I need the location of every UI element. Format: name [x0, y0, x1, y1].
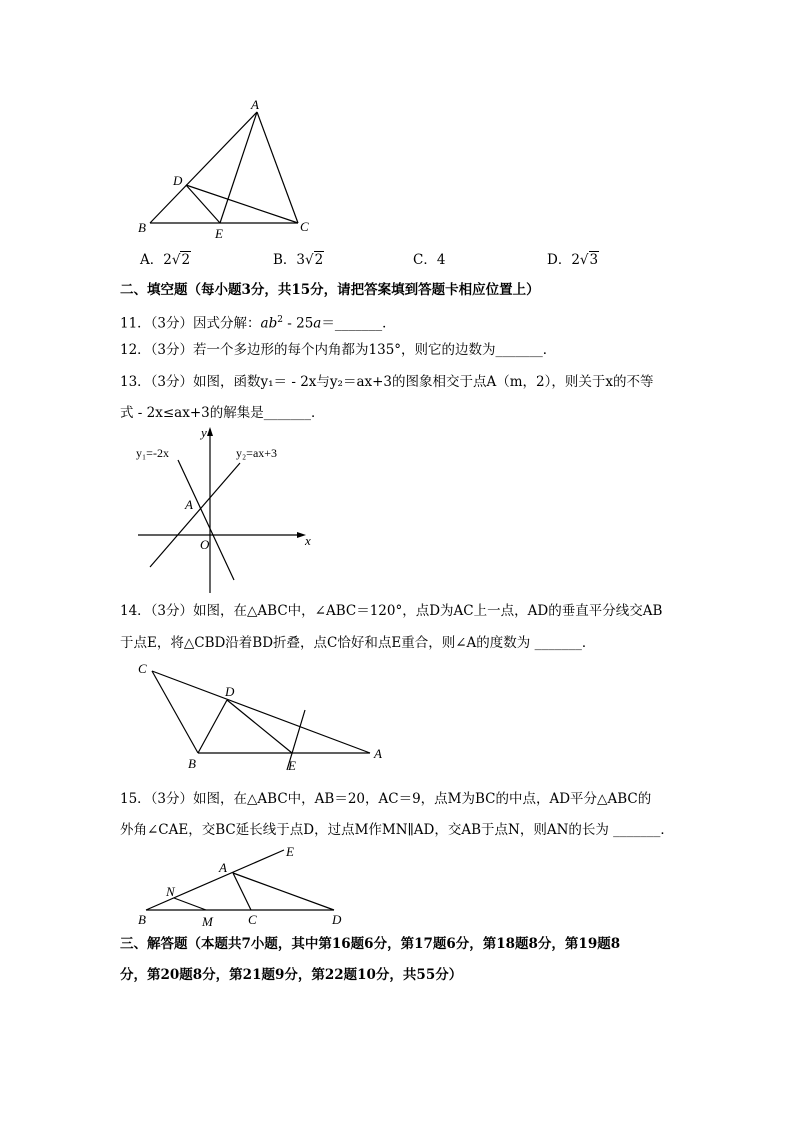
q11-expr-a: ab [260, 315, 278, 332]
q13-point-label: A [185, 497, 193, 512]
q15-label-E: E [286, 844, 294, 859]
q13-label-y1: y₁=-2x [136, 446, 169, 460]
q10-label-A: A [251, 97, 259, 112]
q10-label-E: E [215, 226, 223, 241]
q10-choice-a: A．2√2 [140, 252, 191, 268]
q15-label-A: A [219, 860, 227, 875]
q10-choice-b: B．3√2 [273, 252, 324, 268]
choice-radicand: 3 [589, 252, 599, 268]
q15-line1: 15．（3分）如图，在△ABC中，AB＝20，AC＝9，点M为BC的中点，AD平分△ABC的 [120, 791, 652, 807]
q14-label-B: B [188, 756, 196, 771]
q14-line2: 于点E，将△CBD沿着BD折叠，点C恰好和点E重合，则∠A的度数为 _______． [120, 635, 596, 651]
q13-x-axis-label: x [305, 533, 311, 548]
choice-radicand: 2 [314, 252, 324, 268]
q15-line2: 外角∠CAE，交BC延长线于点D，过点M作MN∥AD，交AB于点N，则AN的长为 _______． [120, 822, 674, 838]
choice-coef: 4 [436, 252, 446, 268]
q15-label-D: D [332, 912, 342, 927]
choice-letter: D． [547, 252, 572, 268]
section3-line1: 三、解答题（本题共7小题，其中第16题6分，第17题6分，第18题8分，第19题8 [120, 936, 621, 952]
q13-line1: 13．（3分）如图，函数y₁＝ - 2x与y₂＝ax+3的图象相交于点A（m，2），则关于x的不等 [120, 374, 654, 390]
q14-line1: 14．（3分）如图，在△ABC中，∠ABC＝120°，点D为AC上一点，AD的垂直平分线交AB [120, 603, 663, 619]
q14-label-E: E [288, 758, 296, 773]
q14-label-C: C [138, 661, 147, 676]
q11-expr-b: - 25 [282, 315, 314, 332]
q10-choice-c [413, 248, 445, 268]
q15-label-C: C [248, 912, 257, 927]
q12-text: 12．（3分）若一个多边形的每个内角都为135°，则它的边数为_______． [120, 342, 557, 358]
q14-label-A: A [374, 746, 382, 761]
section2-title: 二、填空题（每小题3分，共15分，请把答案填到答题卡相应位置上） [120, 282, 540, 298]
q13-line2: 式 - 2x≤ax+3的解集是_______． [120, 405, 325, 421]
q14-triangle-figure [130, 655, 400, 775]
choice-coef: 3 [296, 252, 306, 268]
choice-letter: B． [273, 252, 297, 268]
q15-label-M: M [202, 914, 213, 929]
q10-label-C: C [300, 219, 309, 234]
q10-choice-d: D．2√3 [547, 252, 599, 268]
q13-label-y2: y₂=ax+3 [236, 446, 278, 460]
q13-origin-label: O [200, 537, 210, 552]
q15-triangle-figure [130, 842, 360, 932]
q11-expr-c: a [313, 315, 322, 332]
q11-suffix: ＝_______． [321, 315, 396, 332]
q15-label-B: B [138, 912, 146, 927]
q13-graph-figure [130, 425, 330, 595]
q10-triangle-figure [130, 95, 330, 245]
q11-sup: 2 [277, 315, 283, 325]
choice-coef: 2 [163, 252, 172, 268]
choice-coef: 2 [571, 252, 580, 268]
q15-label-N: N [166, 884, 175, 899]
q10-label-D: D [173, 173, 183, 188]
choice-letter: C． [413, 252, 437, 268]
q11-prefix: 11．（3分）因式分解： [120, 315, 261, 332]
q13-y-axis-label: y [201, 425, 207, 440]
q11-text [120, 311, 396, 333]
choice-letter: A． [140, 252, 164, 268]
q14-label-D: D [225, 684, 235, 699]
choice-radicand: 2 [181, 252, 191, 268]
section3-line2: 分，第20题8分，第21题9分，第22题10分，共55分） [120, 967, 463, 983]
q10-label-B: B [138, 220, 146, 235]
